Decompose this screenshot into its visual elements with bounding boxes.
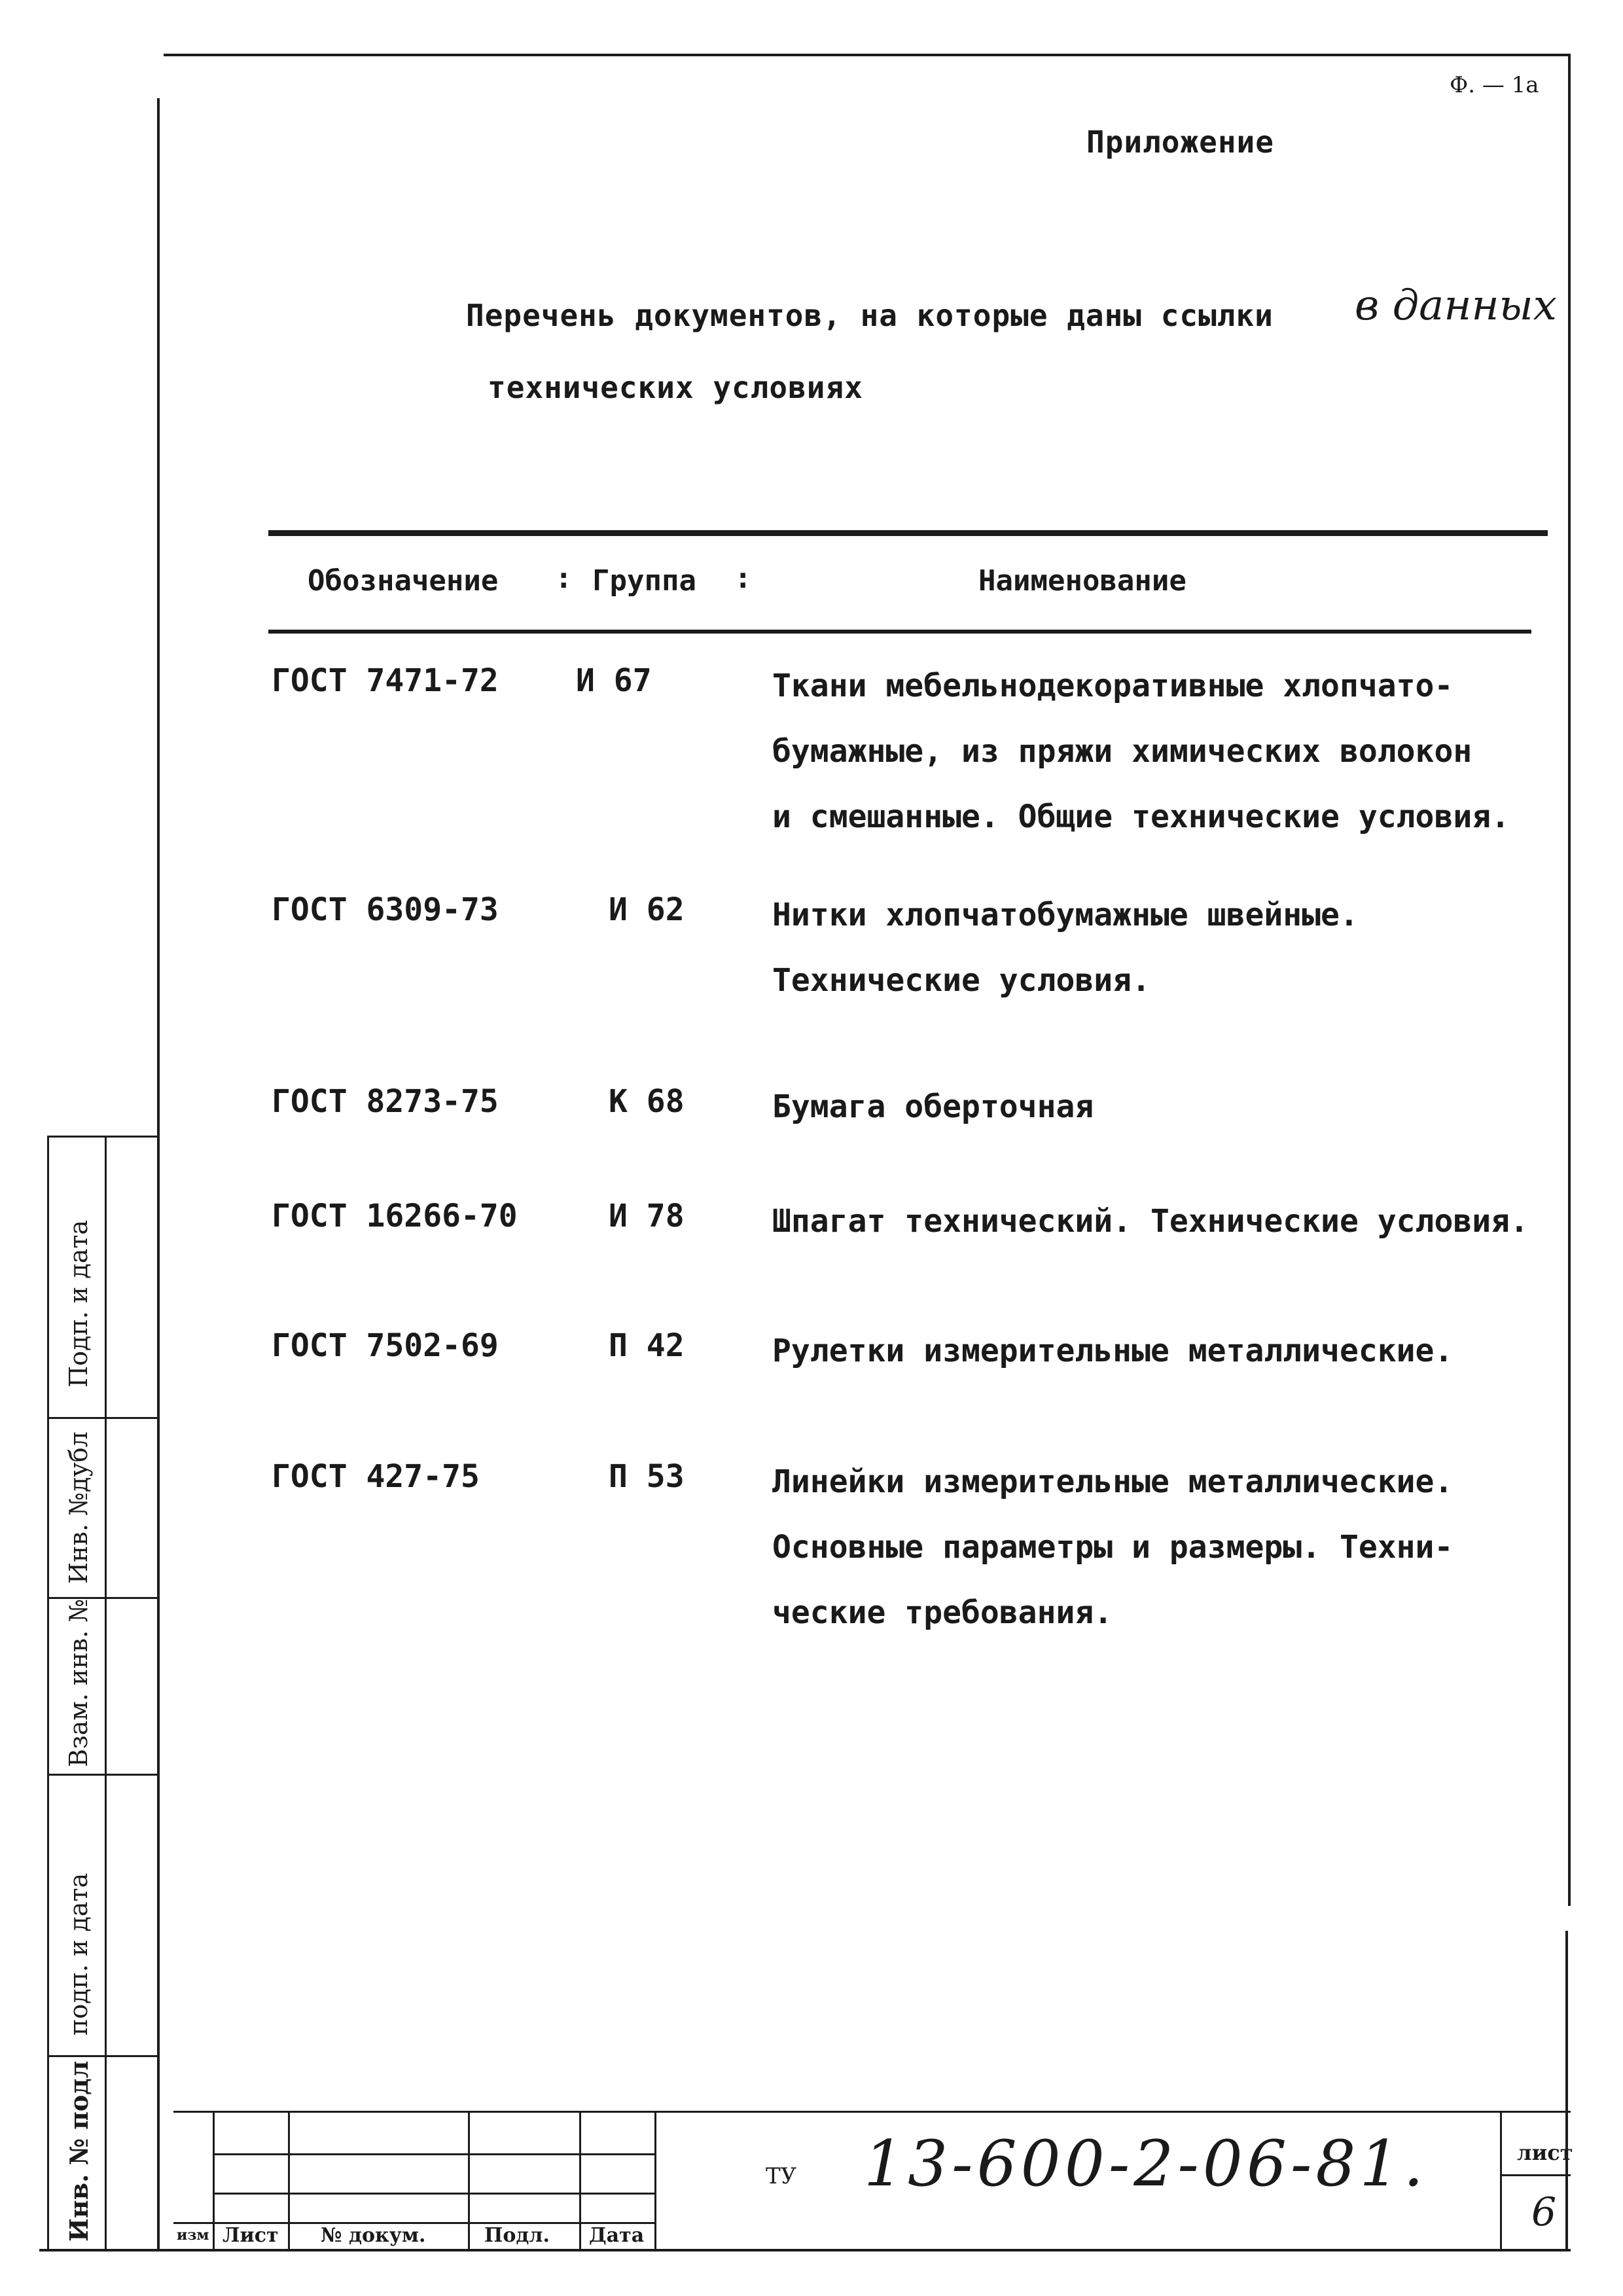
row-name-line: Рулетки измерительные металлические. <box>772 1333 1454 1369</box>
row-name <box>772 882 1359 1013</box>
column-header-name: Наименование <box>978 564 1186 598</box>
row-name-line: Технические условия. <box>772 962 1150 999</box>
title-line-1: Перечень документов, на которые даны ссылки <box>466 298 1274 333</box>
title-handwritten-insert: в данных <box>1355 281 1557 330</box>
title-line-2: технических условиях <box>488 370 863 405</box>
row-group: И 67 <box>576 662 652 699</box>
row-code: ГОСТ 16266-70 <box>272 1198 518 1234</box>
side-label-orig-inv: Инв. № подл <box>64 2060 94 2242</box>
row-name-line: и смешанные. Общие технические условия. <box>772 798 1510 835</box>
side-label-sign-date-2: подп. и дата <box>64 1873 93 2036</box>
row-name <box>772 1449 1453 1645</box>
column-separator: : <box>555 562 573 595</box>
row-name-line: Бумага оберточная <box>772 1088 1094 1125</box>
row-group: И 78 <box>609 1198 685 1234</box>
frame-right-line-lower <box>1565 1931 1568 2251</box>
row-code: ГОСТ 7502-69 <box>272 1327 499 1364</box>
row-name-line: Ткани мебельнодекоративные хлопчато- <box>772 668 1454 704</box>
title-block-docnum-label: № докум. <box>321 2224 426 2247</box>
column-header-group: Группа <box>592 564 696 598</box>
row-name-line: Основные параметры и размеры. Техни- <box>772 1529 1454 1566</box>
column-header-designation: Обозначение <box>308 564 499 598</box>
row-name <box>772 653 1510 850</box>
title-block-sign-label: Подл. <box>484 2224 550 2247</box>
row-group: П 42 <box>609 1327 685 1364</box>
tu-label: ТУ <box>766 2163 797 2189</box>
frame-left-line <box>157 98 160 2251</box>
row-code: ГОСТ 6309-73 <box>272 891 499 928</box>
column-separator: : <box>734 562 752 595</box>
side-label-replace-inv: Взам. инв. № <box>64 1598 93 1767</box>
row-name <box>772 1189 1529 1254</box>
side-label-dup-inv: Инв. №дубл <box>64 1431 93 1584</box>
sheet-number: 6 <box>1531 2189 1557 2235</box>
tu-number: 13-600-2-06-81. <box>864 2127 1428 2200</box>
frame-bottom-line <box>39 2249 1571 2251</box>
form-code: Ф. — 1а <box>1450 72 1539 98</box>
row-name-line: ческие требования. <box>772 1594 1113 1631</box>
row-group: К 68 <box>609 1083 685 1120</box>
row-code: ГОСТ 8273-75 <box>272 1083 499 1120</box>
row-group: П 53 <box>609 1458 685 1495</box>
row-group: И 62 <box>609 891 685 928</box>
title-block-change-label: изм <box>177 2227 209 2244</box>
title-block-date-label: Дата <box>589 2224 645 2247</box>
sheet-label: лист <box>1517 2140 1573 2165</box>
table-top-rule <box>268 530 1548 536</box>
row-code: ГОСТ 427-75 <box>272 1458 480 1495</box>
row-name-line: Шпагат технический. Технические условия. <box>772 1203 1529 1240</box>
row-name-line: Линейки измерительные металлические. <box>772 1463 1454 1500</box>
frame-top-line <box>164 54 1571 56</box>
row-name <box>772 1074 1094 1139</box>
appendix-label: Приложение <box>1086 124 1274 160</box>
row-code: ГОСТ 7471-72 <box>272 662 499 699</box>
table-header-rule <box>268 630 1531 634</box>
row-name-line: бумажные, из пряжи химических волокон <box>772 733 1472 770</box>
title-block-sheet-col-label: Лист <box>223 2224 279 2247</box>
side-label-sign-date: Подп. и дата <box>64 1219 93 1388</box>
row-name <box>772 1318 1453 1384</box>
row-name-line: Нитки хлопчатобумажные швейные. <box>772 897 1359 933</box>
frame-right-line <box>1568 54 1571 1906</box>
